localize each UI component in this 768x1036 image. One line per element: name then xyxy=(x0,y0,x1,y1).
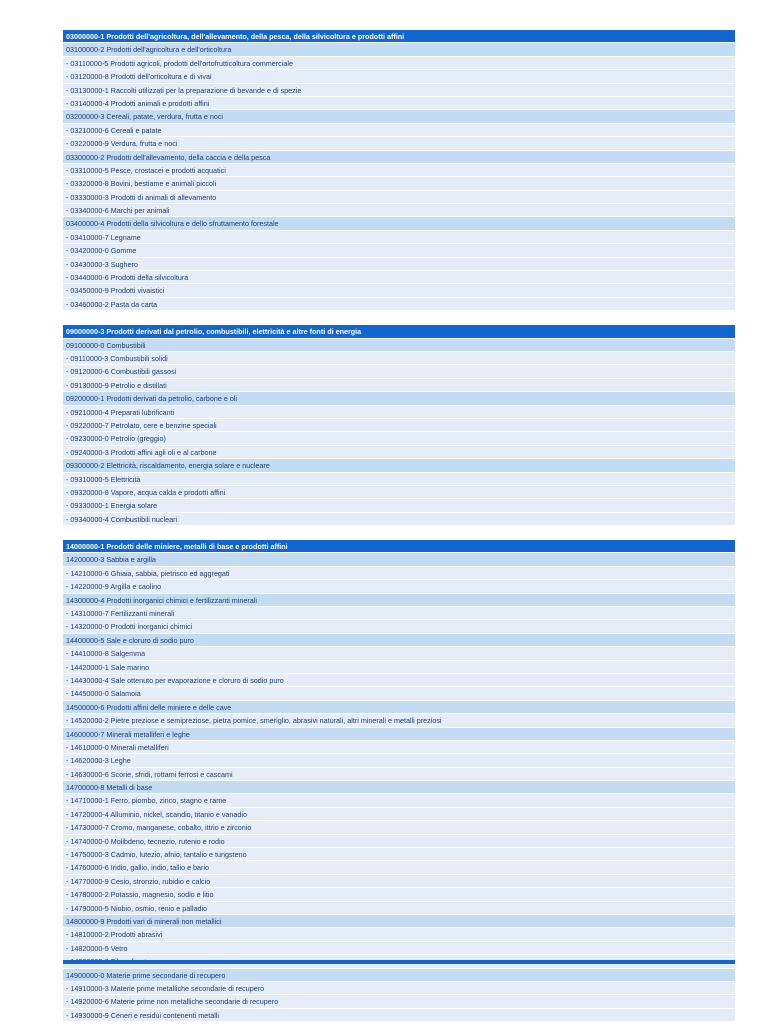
subcategory-row: - 14630000-6 Scorie, sfridi, rottami ferrosi e cascami xyxy=(63,768,735,781)
subcategory-row: - 14770000-9 Cesio, stronzio, rubidio e calcio xyxy=(63,875,735,888)
subcategory-row: - 14820000-5 Vetro xyxy=(63,942,735,955)
section-header: 03000000-1 Prodotti dell'agricoltura, dell'allevamento, della pesca, della silvicoltura e prodotti affini xyxy=(63,30,735,43)
category-row: 14500000-6 Prodotti affini delle miniere e delle cave xyxy=(63,701,735,714)
category-row: 14900000-0 Materie prime secondarie di recupero xyxy=(63,969,735,982)
subcategory-row: - 14310000-7 Fertilizzanti minerali xyxy=(63,607,735,620)
subcategory-row: - 09310000-5 Elettricità xyxy=(63,473,735,486)
section-header: 09000000-3 Prodotti derivati dal petrolio, combustibili, elettricità e altre fonti di energia xyxy=(63,325,735,338)
category-row: 09300000-2 Elettricità, riscaldamento, energia solare e nucleare xyxy=(63,459,735,472)
section-block xyxy=(63,30,735,311)
subcategory-row: - 14760000-6 Iridio, gallio, indio, tallio e bario xyxy=(63,861,735,874)
subcategory-row: - 03420000-0 Gomme xyxy=(63,244,735,257)
section-header: 14000000-1 Prodotti delle miniere, metalli di base e prodotti affini xyxy=(63,540,735,553)
category-row: 14800000-9 Prodotti vari di minerali non metallici xyxy=(63,915,735,928)
subcategory-row: - 03130000-1 Raccolti utilizzati per la preparazione di bevande e di spezie xyxy=(63,84,735,97)
category-row: 09100000-0 Combustibili xyxy=(63,339,735,352)
subcategory-row: - 09320000-8 Vapore, acqua calda e prodotti affini xyxy=(63,486,735,499)
subcategory-row: - 14710000-1 Ferro, piombo, zinco, stagno e rame xyxy=(63,794,735,807)
subcategory-row: - 14720000-4 Alluminio, nickel, scandio, titanio e vanadio xyxy=(63,808,735,821)
subcategory-row: - 14320000-0 Prodotti inorganici chimici xyxy=(63,620,735,633)
subcategory-row: - 14780000-2 Potassio, magnesio, sodio e litio xyxy=(63,888,735,901)
category-row: 14600000-7 Minerali metalliferi e leghe xyxy=(63,728,735,741)
subcategory-row: - 09120000-6 Combustibili gassosi xyxy=(63,365,735,378)
subcategory-row: - 03410000-7 Legname xyxy=(63,231,735,244)
subcategory-row: - 03430000-3 Sughero xyxy=(63,258,735,271)
subcategory-row: - 03140000-4 Prodotti animali e prodotti affini xyxy=(63,97,735,110)
category-row: 14300000-4 Prodotti inorganici chimici e fertilizzanti minerali xyxy=(63,594,735,607)
subcategory-row: - 03460000-2 Pasta da carta xyxy=(63,298,735,311)
subcategory-row: - 14610000-0 Minerali metalliferi xyxy=(63,741,735,754)
subcategory-row: - 14810000-2 Prodotti abrasivi xyxy=(63,928,735,941)
subcategory-row: - 14520000-2 Pietre preziose e semipreziose, pietra pomice, smeriglio, abrasivi naturali, altri minerali e metalli preziosi xyxy=(63,714,735,727)
subcategory-row: - 03310000-5 Pesce, crostacei e prodotti acquatici xyxy=(63,164,735,177)
subcategory-row: - 03210000-6 Cereali e patate xyxy=(63,124,735,137)
subcategory-row: - 09240000-3 Prodotti affini agli oli e al carbone xyxy=(63,446,735,459)
subcategory-row: - 09330000-1 Energia solare xyxy=(63,499,735,512)
subcategory-row: - 03450000-9 Prodotti vivaistici xyxy=(63,284,735,297)
subcategory-row: - 03340000-6 Marchi per animali xyxy=(63,204,735,217)
subcategory-row: - 03220000-9 Verdura, frutta e noci xyxy=(63,137,735,150)
subcategory-row: - 09110000-3 Combustibili solidi xyxy=(63,352,735,365)
section-block xyxy=(63,325,735,526)
subcategory-row: - 14220000-9 Argilla e caolino xyxy=(63,580,735,593)
subcategory-row: - 03330000-3 Prodotti di animali di allevamento xyxy=(63,191,735,204)
section-block xyxy=(63,540,735,1022)
subcategory-row: - 14410000-8 Salgemma xyxy=(63,647,735,660)
category-row: 09200000-1 Prodotti derivati da petrolio, carbone e oli xyxy=(63,392,735,405)
subcategory-row: - 03440000-6 Prodotti della silvicoltura xyxy=(63,271,735,284)
category-row: 14700000-8 Metalli di base xyxy=(63,781,735,794)
category-row: 14200000-3 Sabbia e argilla xyxy=(63,553,735,566)
cpv-code-list xyxy=(63,30,735,1036)
subcategory-row: - 14210000-6 Ghiaia, sabbia, pietrisco ed aggregati xyxy=(63,567,735,580)
subcategory-row: - 09230000-0 Petrolio (greggio) xyxy=(63,432,735,445)
subcategory-row: - 14730000-7 Cromo, manganese, cobalto, ittrio e zirconio xyxy=(63,821,735,834)
subcategory-row: - 14430000-4 Sale ottenuto per evaporazione e cloruro di sodio puro xyxy=(63,674,735,687)
subcategory-row: - 14740000-0 Molibdeno, tecnezio, rutenio e rodio xyxy=(63,835,735,848)
subcategory-row: - 09210000-4 Preparati lubrificanti xyxy=(63,406,735,419)
category-row: 03400000-4 Prodotti della silvicoltura e dello sfruttamento forestale xyxy=(63,217,735,230)
subcategory-row: - 09130000-9 Petrolio e distillati xyxy=(63,379,735,392)
subcategory-row: - 09220000-7 Petrolato, cere e benzine speciali xyxy=(63,419,735,432)
subcategory-row: - 14930000-9 Ceneri e residui contenenti metalli xyxy=(63,1009,735,1022)
subcategory-row: - 14420000-1 Sale marino xyxy=(63,661,735,674)
subcategory-row: - 14750000-3 Cadmio, lutezio, afnio, tantalio e tungsteno xyxy=(63,848,735,861)
subcategory-row: - 14790000-5 Niobio, osmio, renio e palladio xyxy=(63,902,735,915)
subcategory-row: - 14910000-3 Materie prime metalliche secondarie di recupero xyxy=(63,982,735,995)
subcategory-row: - 14450000-0 Salamoia xyxy=(63,687,735,700)
category-row: 14400000-5 Sale e cloruro di sodio puro xyxy=(63,634,735,647)
subcategory-row: - 09340000-4 Combustibili nucleari xyxy=(63,513,735,526)
subcategory-row: - 03320000-8 Bovini, bestiame e animali piccoli xyxy=(63,177,735,190)
subcategory-row: - 14620000-3 Leghe xyxy=(63,754,735,767)
footer-divider xyxy=(63,960,735,964)
category-row: 03200000-3 Cereali, patate, verdura, frutta e noci xyxy=(63,110,735,123)
subcategory-row: - 14920000-6 Materie prime non metalliche secondarie di recupero xyxy=(63,995,735,1008)
category-row: 03100000-2 Prodotti dell'agricoltura e dell'orticoltura xyxy=(63,43,735,56)
subcategory-row: - 03120000-8 Prodotti dell'orticoltura e di vivai xyxy=(63,70,735,83)
category-row: 03300000-2 Prodotti dell'allevamento, della caccia e della pesca xyxy=(63,151,735,164)
subcategory-row: - 03110000-5 Prodotti agricoli, prodotti dell'ortofrutticoltura commerciale xyxy=(63,57,735,70)
